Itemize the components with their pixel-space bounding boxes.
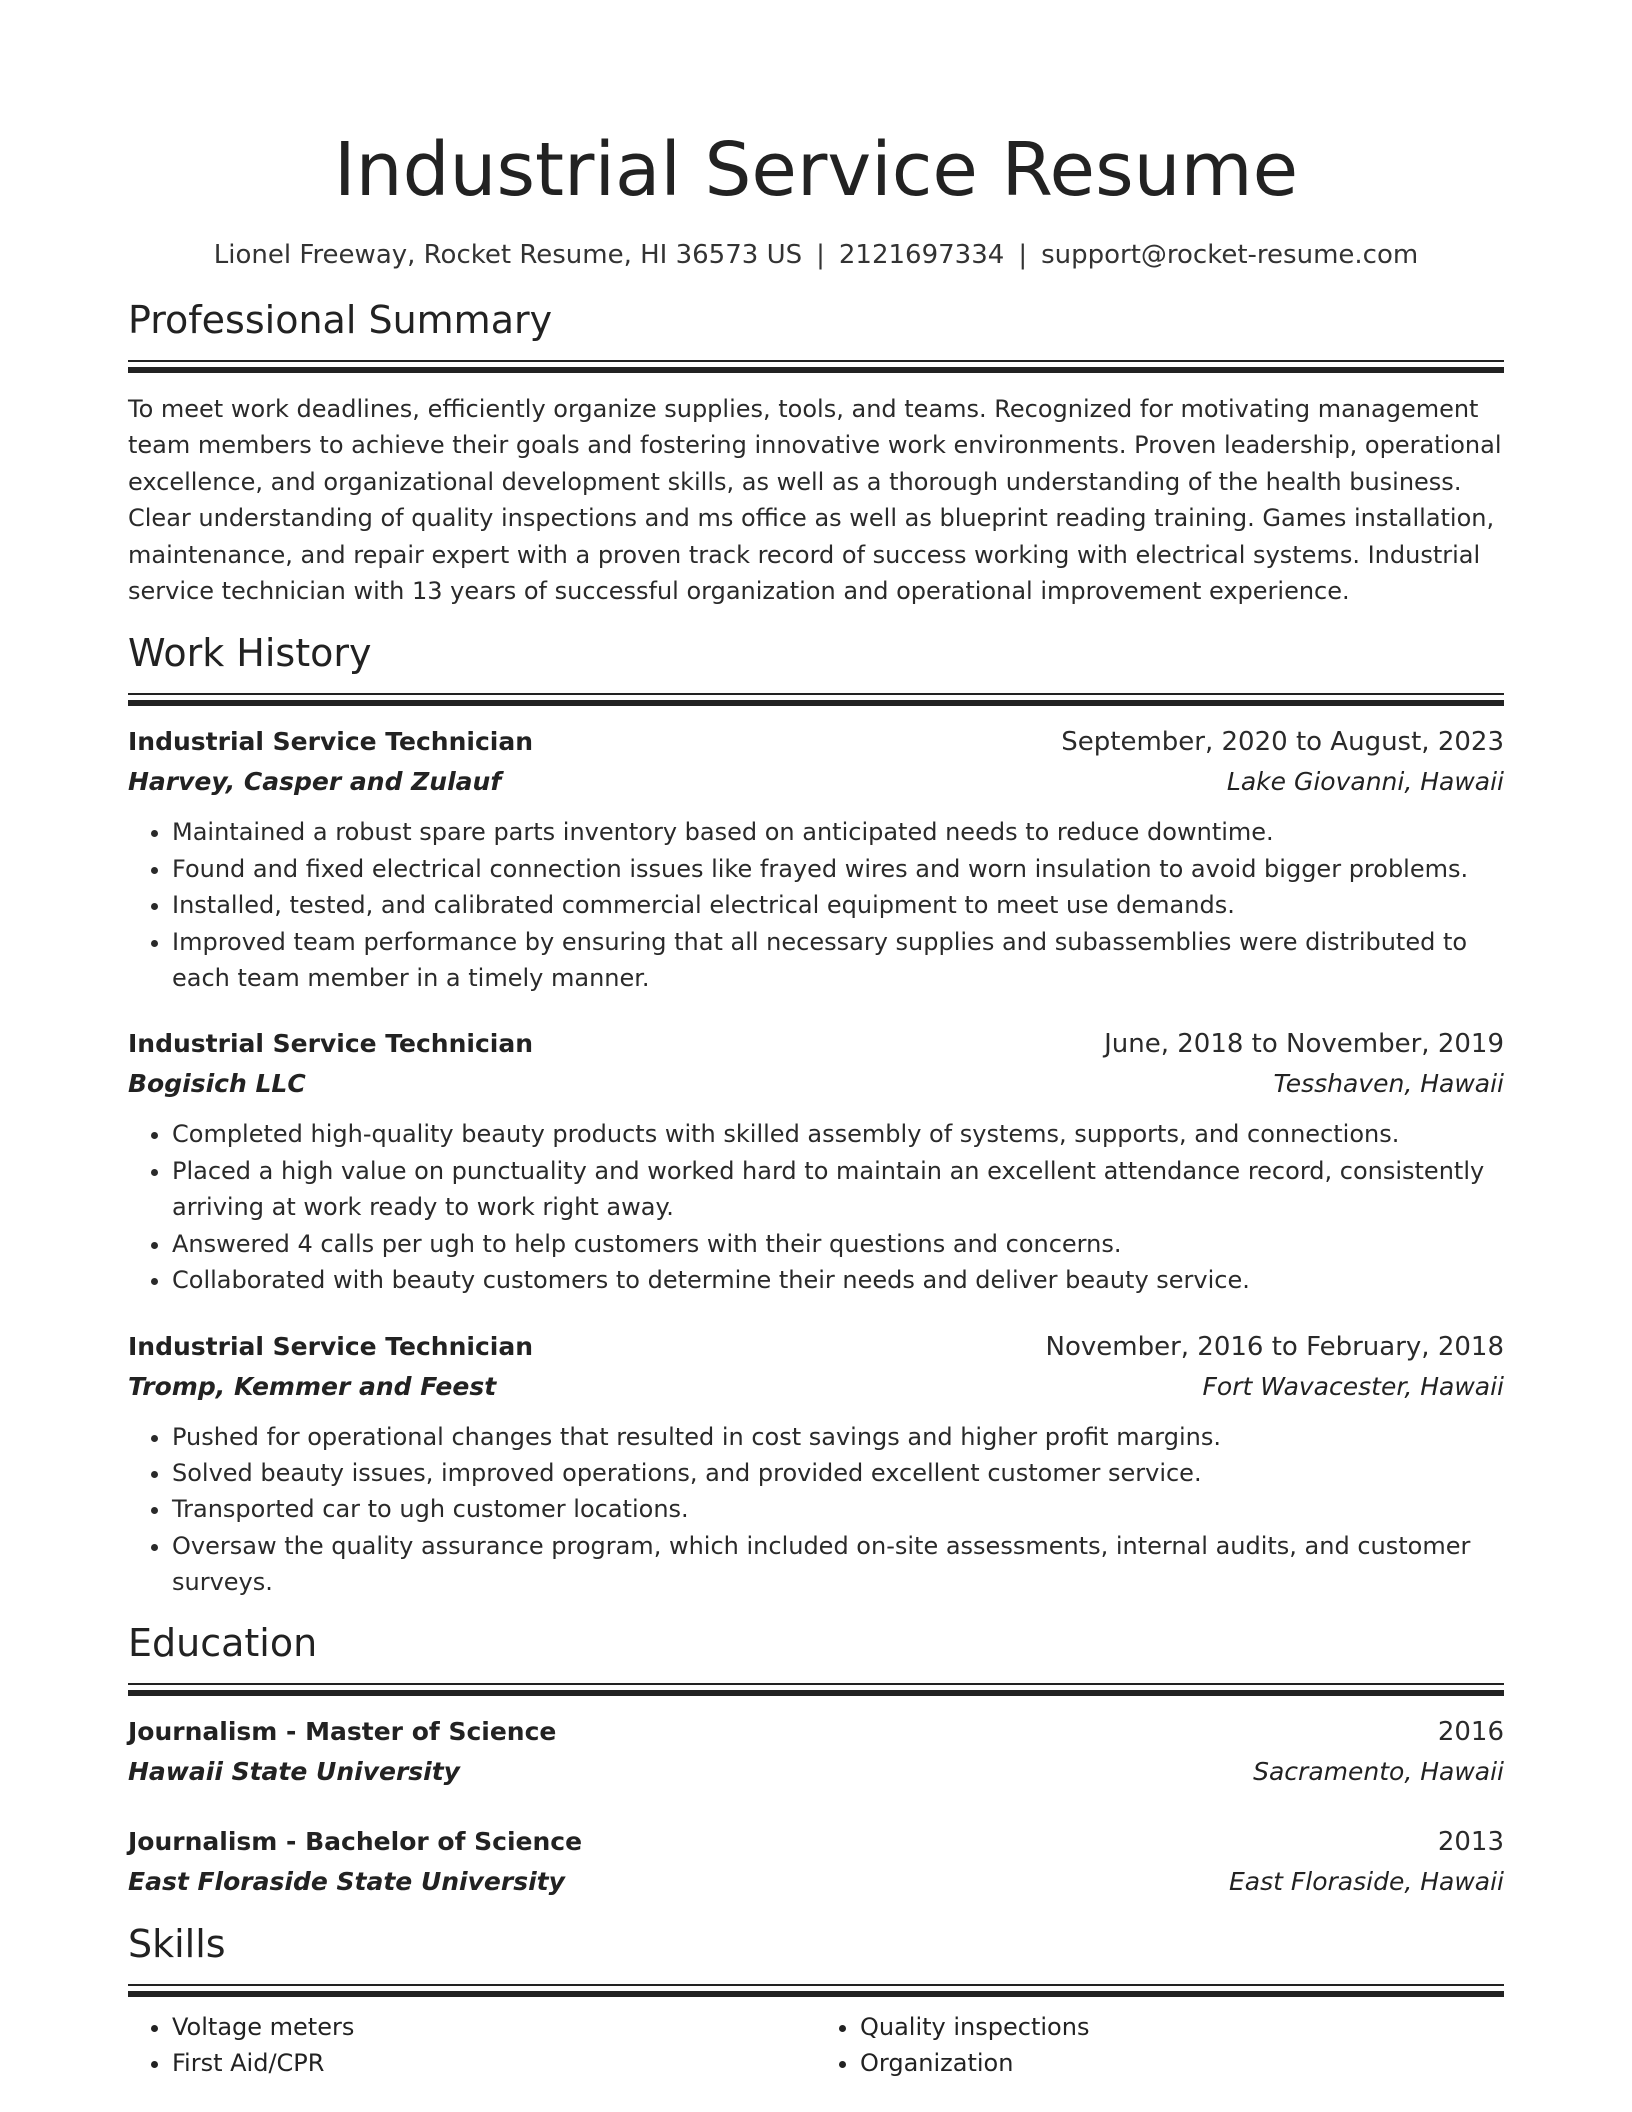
- job-location: Lake Giovanni, Hawaii: [1226, 767, 1504, 797]
- list-item: • Solved beauty issues, improved operations, and provided excellent customer service.: [172, 1455, 1504, 1491]
- job-location: Fort Wavacester, Hawaii: [1202, 1371, 1504, 1401]
- work-history-section: [128, 627, 1504, 1600]
- job-subheader: [128, 1367, 1504, 1407]
- work-history-heading: Work History: [128, 631, 372, 676]
- contact-email: support@rocket-resume.com: [1041, 240, 1419, 270]
- education-entry: [128, 1822, 1504, 1902]
- job-bullets: [128, 814, 1504, 996]
- list-item: • Improved team performance by ensuring that all necessary supplies and subassemblies were distributed to each team member in a timely manner.: [172, 924, 1504, 997]
- job-subheader: [128, 762, 1504, 802]
- school-location: Sacramento, Hawaii: [1253, 1756, 1504, 1786]
- job-dates: September, 2020 to August, 2023: [1061, 727, 1504, 758]
- job-entry: [128, 1024, 1504, 1298]
- skills-columns: [128, 2009, 1504, 2081]
- list-item: • Answered 4 calls per ugh to help customers with their questions and concerns.: [172, 1226, 1504, 1262]
- summary-text: To meet work deadlines, efficiently organize supplies, tools, and teams. Recognized for motivating management team members to achieve their goals and fostering innovative work environments. Proven leadership, operational excellence, and organizational development skills, as well as a thorough understanding of the health business. Clear understanding of quality inspections and ms office as well as blueprint reading training. Games installation, maintenance, and repair expert with a proven track record of success working with electrical systems. Industrial service technician with 13 years of successful organization and operational improvement experience.: [128, 395, 1502, 606]
- skills-section: [128, 1918, 1504, 2081]
- section-rule: [128, 1984, 1504, 1997]
- education-subheader: [128, 1862, 1504, 1902]
- list-item: • Found and fixed electrical connection issues like frayed wires and worn insulation to avoid bigger problems.: [172, 851, 1504, 887]
- list-item: • Collaborated with beauty customers to determine their needs and deliver beauty service.: [172, 1262, 1504, 1298]
- job-title: Industrial Service Technician: [128, 1029, 534, 1059]
- section-rule: [128, 1683, 1504, 1696]
- list-item: • Installed, tested, and calibrated commercial electrical equipment to meet use demands.: [172, 887, 1504, 923]
- education-subheader: [128, 1752, 1504, 1792]
- contact-separator: |: [1018, 240, 1028, 270]
- summary-heading: Professional Summary: [128, 298, 553, 342]
- education-section: [128, 1617, 1504, 1902]
- list-item: • Transported car to ugh customer locations.: [172, 1491, 1504, 1527]
- job-dates: June, 2018 to November, 2019: [1104, 1029, 1504, 1060]
- graduation-year: 2016: [1437, 1716, 1504, 1747]
- job-header: [128, 722, 1504, 762]
- job-dates: November, 2016 to February, 2018: [1045, 1331, 1504, 1362]
- summary-section: [128, 294, 1504, 609]
- contact-line: [128, 238, 1504, 272]
- contact-phone: 2121697334: [838, 240, 1005, 270]
- education-entry: [128, 1712, 1504, 1792]
- school-location: East Floraside, Hawaii: [1229, 1866, 1504, 1896]
- job-company: Tromp, Kemmer and Feest: [128, 1371, 497, 1401]
- list-item: • Pushed for operational changes that resulted in cost savings and higher profit margins.: [172, 1419, 1504, 1455]
- list-item: • Quality inspections: [860, 2009, 1504, 2045]
- list-item: • Placed a high value on punctuality and worked hard to maintain an excellent attendance record, consistently arriving at work ready to work right away.: [172, 1153, 1504, 1226]
- school-name: Hawaii State University: [128, 1756, 460, 1786]
- job-bullets: [128, 1116, 1504, 1298]
- list-item: • Voltage meters: [172, 2009, 816, 2045]
- section-rule: [128, 693, 1504, 706]
- degree: Journalism - Master of Science: [128, 1716, 557, 1746]
- list-item: • Oversaw the quality assurance program, which included on-site assessments, internal audits, and customer surveys.: [172, 1528, 1504, 1601]
- job-company: Bogisich LLC: [128, 1069, 306, 1099]
- list-item: • Completed high-quality beauty products with skilled assembly of systems, supports, and connections.: [172, 1116, 1504, 1152]
- job-title: Industrial Service Technician: [128, 1331, 534, 1361]
- job-location: Tesshaven, Hawaii: [1273, 1069, 1504, 1099]
- education-heading: Education: [128, 1620, 318, 1665]
- contact-address: Lionel Freeway, Rocket Resume, HI 36573 US: [213, 240, 803, 270]
- degree: Journalism - Bachelor of Science: [128, 1826, 583, 1856]
- section-rule: [128, 360, 1504, 373]
- school-name: East Floraside State University: [128, 1866, 565, 1896]
- list-item: • First Aid/CPR: [172, 2045, 816, 2081]
- list-item: • Organization: [860, 2045, 1504, 2081]
- job-subheader: [128, 1064, 1504, 1104]
- job-entry: [128, 1327, 1504, 1601]
- skills-heading: Skills: [128, 1921, 226, 1966]
- education-header: [128, 1712, 1504, 1752]
- job-header: [128, 1327, 1504, 1367]
- skills-list-right: [816, 2009, 1504, 2081]
- list-item: • Maintained a robust spare parts inventory based on anticipated needs to reduce downtime.: [172, 814, 1504, 850]
- job-company: Harvey, Casper and Zulauf: [128, 767, 502, 797]
- resume-title: Industrial Service Resume: [333, 127, 1299, 213]
- skills-list-left: [128, 2009, 816, 2081]
- job-title: Industrial Service Technician: [128, 727, 534, 757]
- contact-separator: |: [816, 240, 825, 270]
- education-header: [128, 1822, 1504, 1862]
- job-header: [128, 1024, 1504, 1064]
- job-entry: [128, 722, 1504, 996]
- graduation-year: 2013: [1437, 1826, 1504, 1857]
- job-bullets: [128, 1419, 1504, 1601]
